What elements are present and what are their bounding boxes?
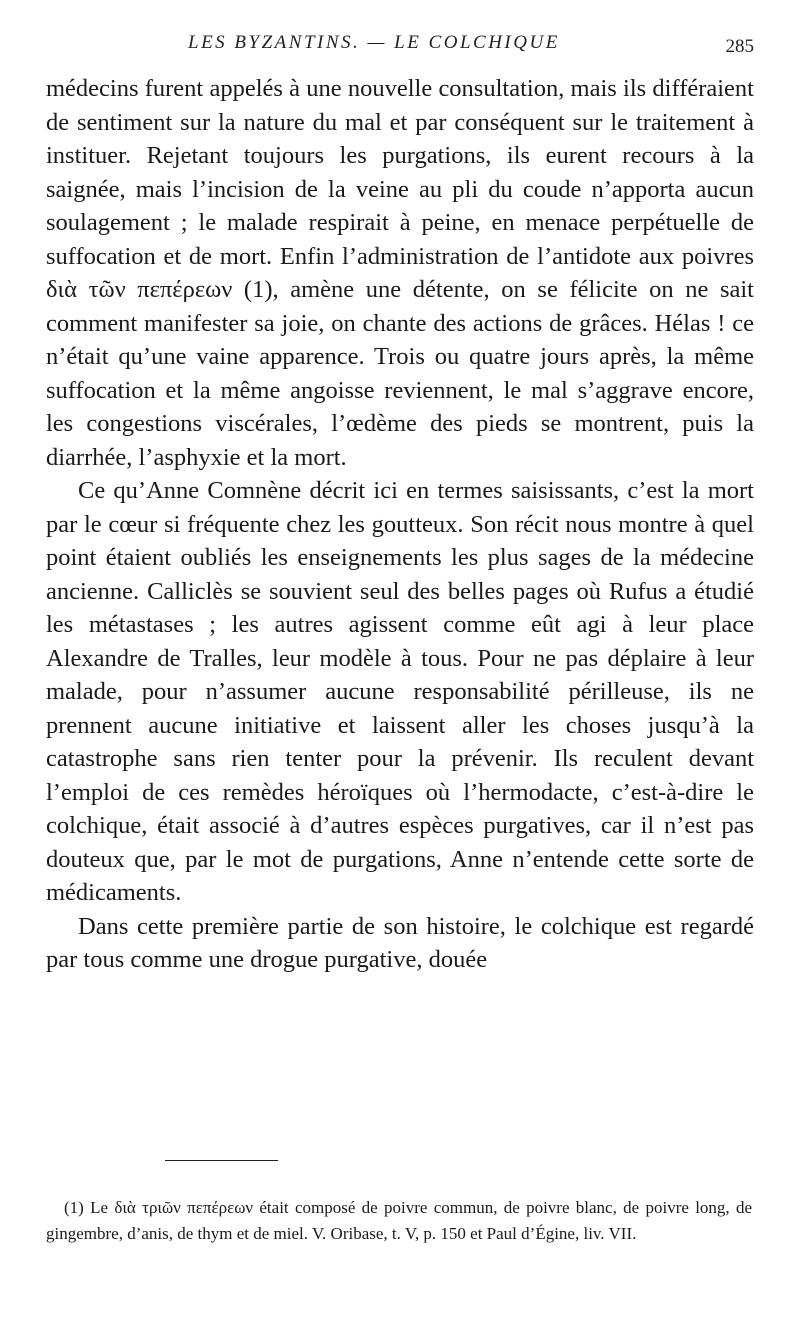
- paragraph-1: médecins furent appelés à une nouvelle consultation, mais ils différaient de sentiment sur la nature du mal et par conséquent sur le traitement à instituer. Rejetant toujours les purgations, ils eurent recours à la saignée, mais l’incision de la veine au pli du coude n’apporta aucun soulagement ; le malade respirait à peine, en menace perpétuelle de suffocation et de mort. Enfin l’administration de l’antidote aux poivres διὰ τῶν πεπέρεων (1), amène une détente, on se félicite on ne sait comment manifester sa joie, on chante des actions de grâces. Hélas ! ce n’était qu’une vaine apparence. Trois ou quatre jours après, la même suffocation et la même angoisse reviennent, le mal s’aggrave encore, les congestions viscérales, l’œdème des pieds se montrent, puis la diarrhée, l’asphyxie et la mort.: [46, 75, 754, 471]
- page-number: 285: [725, 36, 754, 57]
- footnote: (1) Le διὰ τριῶν πεπέρεων était composé de poivre commun, de poivre blanc, de poivre long, de gingembre, d’anis, de thym et de miel. V. Oribase, t. V, p. 150 et Paul d’Égine, liv. VII.: [46, 1198, 752, 1243]
- running-title: LES BYZANTINS. — LE COLCHIQUE: [188, 32, 560, 53]
- paragraph-3: Dans cette première partie de son histoire, le colchique est regardé par tous comme une drogue purgative, douée: [46, 912, 754, 973]
- body-text: [46, 72, 754, 977]
- footnote-separator: [165, 1160, 278, 1161]
- paragraph-2: Ce qu’Anne Comnène décrit ici en termes saisissants, c’est la mort par le cœur si fréquente chez les goutteux. Son récit nous montre à quel point étaient oubliés les enseignements les plus sages de la médecine ancienne. Calliclès se souvient seul des belles pages où Rufus a étudié les métastases ; les autres agissent comme eût agi à leur place Alexandre de Tralles, leur modèle à tous. Pour ne pas déplaire à leur malade, pour n’assumer aucune responsabilité périlleuse, ils ne prennent aucune initiative et laissent aller les choses jusqu’à la catastrophe sans rien tenter pour la prévenir. Ils reculent devant l’emploi de ces remèdes héroïques où l’hermodacte, c’est-à-dire le colchique, était associé à d’autres espèces purgatives, car il n’est pas douteux que, par le mot de purgations, Anne n’entende cette sorte de médicaments.: [46, 477, 754, 906]
- running-head: [0, 32, 800, 60]
